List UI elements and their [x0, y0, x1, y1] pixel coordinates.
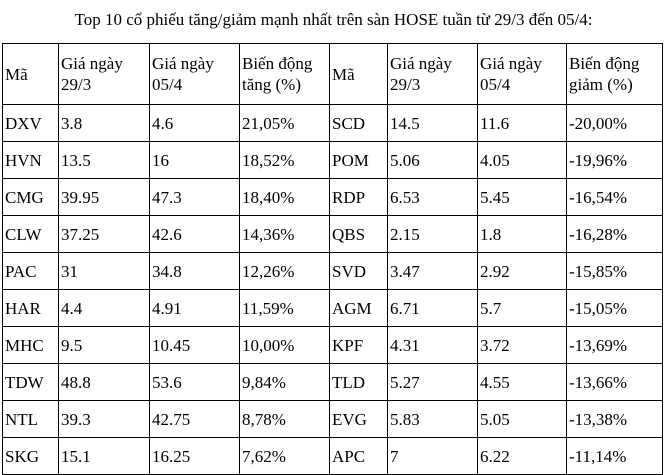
table-row [3, 290, 663, 327]
table-row [3, 401, 663, 438]
gainer-change: 12,26% [240, 253, 330, 290]
gainer-change: 7,62% [240, 438, 330, 475]
gainer-code: HVN [3, 142, 59, 179]
loser-change: -20,00% [567, 105, 663, 142]
gainer-price-start: 15.1 [59, 438, 150, 475]
gainer-price-start: 3.8 [59, 105, 150, 142]
gainer-price-start: 9.5 [59, 327, 150, 364]
loser-code: RDP [330, 179, 388, 216]
loser-price-start: 2.15 [388, 216, 478, 253]
gainer-price-start: 39.3 [59, 401, 150, 438]
header-text-line: 29/3 [61, 75, 92, 94]
loser-price-start: 14.5 [388, 105, 478, 142]
header-text-line: Giá ngày [480, 54, 542, 73]
loser-price-start: 5.83 [388, 401, 478, 438]
gainer-price-end: 42.6 [150, 216, 240, 253]
gainer-price-start: 39.95 [59, 179, 150, 216]
header-text-line: 05/4 [152, 75, 183, 94]
table-header-row [3, 44, 663, 105]
table-row [3, 216, 663, 253]
gainer-change: 9,84% [240, 364, 330, 401]
gainer-code: CLW [3, 216, 59, 253]
header-text-line: Giá ngày [61, 54, 123, 73]
loser-price-start: 3.47 [388, 253, 478, 290]
gainer-price-end: 4.6 [150, 105, 240, 142]
loser-price-start: 7 [388, 438, 478, 475]
loser-code: APC [330, 438, 388, 475]
header-price-start-gainers [59, 44, 150, 105]
header-price-end-gainers [150, 44, 240, 105]
table-row [3, 105, 663, 142]
loser-code: EVG [330, 401, 388, 438]
table-row [3, 142, 663, 179]
gainer-code: SKG [3, 438, 59, 475]
loser-price-start: 6.71 [388, 290, 478, 327]
table-row [3, 438, 663, 475]
loser-price-end: 6.22 [478, 438, 567, 475]
table-row [3, 253, 663, 290]
loser-code: TLD [330, 364, 388, 401]
loser-change: -11,14% [567, 438, 663, 475]
gainer-change: 8,78% [240, 401, 330, 438]
loser-price-end: 5.7 [478, 290, 567, 327]
table-body [3, 44, 663, 475]
loser-price-start: 4.31 [388, 327, 478, 364]
document-title: Top 10 cổ phiếu tăng/giảm mạnh nhất trên sàn HOSE tuần từ 29/3 đến 05/4: [74, 10, 593, 29]
loser-price-end: 4.55 [478, 364, 567, 401]
loser-code: QBS [330, 216, 388, 253]
loser-price-start: 6.53 [388, 179, 478, 216]
gainer-change: 10,00% [240, 327, 330, 364]
loser-price-end: 5.05 [478, 401, 567, 438]
gainer-code: NTL [3, 401, 59, 438]
header-text-line: tăng (%) [242, 75, 302, 94]
header-price-start-losers [388, 44, 478, 105]
gainer-code: TDW [3, 364, 59, 401]
gainer-price-start: 31 [59, 253, 150, 290]
loser-code: SCD [330, 105, 388, 142]
loser-code: AGM [330, 290, 388, 327]
gainer-price-end: 42.75 [150, 401, 240, 438]
gainer-price-end: 34.8 [150, 253, 240, 290]
loser-price-end: 2.92 [478, 253, 567, 290]
gainer-price-start: 13.5 [59, 142, 150, 179]
header-code-gainers [3, 44, 59, 105]
gainer-price-end: 47.3 [150, 179, 240, 216]
header-text-line: 29/3 [390, 75, 421, 94]
header-text-line: Giá ngày [152, 54, 214, 73]
table-row [3, 179, 663, 216]
loser-code: KPF [330, 327, 388, 364]
table-row [3, 364, 663, 401]
gainer-change: 11,59% [240, 290, 330, 327]
gainer-price-end: 53.6 [150, 364, 240, 401]
loser-price-end: 4.05 [478, 142, 567, 179]
header-text-line: Giá ngày [390, 54, 452, 73]
gainer-code: CMG [3, 179, 59, 216]
header-change-gainers [240, 44, 330, 105]
gainer-price-end: 4.91 [150, 290, 240, 327]
gainer-code: DXV [3, 105, 59, 142]
header-text-line: Biến động [242, 54, 313, 73]
loser-change: -19,96% [567, 142, 663, 179]
loser-change: -13,38% [567, 401, 663, 438]
loser-price-end: 5.45 [478, 179, 567, 216]
gainer-price-start: 4.4 [59, 290, 150, 327]
gainer-price-start: 48.8 [59, 364, 150, 401]
gainer-change: 21,05% [240, 105, 330, 142]
gainer-code: HAR [3, 290, 59, 327]
gainer-code: MHC [3, 327, 59, 364]
loser-code: SVD [330, 253, 388, 290]
header-change-losers [567, 44, 663, 105]
header-text-line: 05/4 [480, 75, 511, 94]
gainer-price-end: 16 [150, 142, 240, 179]
loser-price-end: 11.6 [478, 105, 567, 142]
gainer-price-end: 10.45 [150, 327, 240, 364]
loser-change: -13,66% [567, 364, 663, 401]
gainer-change: 18,40% [240, 179, 330, 216]
stock-movers-table [2, 43, 663, 475]
header-code-losers [330, 44, 388, 105]
header-text-line: Biến động [569, 54, 640, 73]
loser-price-end: 1.8 [478, 216, 567, 253]
header-text-line: giảm (%) [569, 75, 633, 94]
header-price-end-losers [478, 44, 567, 105]
gainer-price-end: 16.25 [150, 438, 240, 475]
gainer-change: 18,52% [240, 142, 330, 179]
table-row [3, 327, 663, 364]
header-text-line: Mã [332, 64, 355, 84]
gainer-code: PAC [3, 253, 59, 290]
gainer-price-start: 37.25 [59, 216, 150, 253]
gainer-change: 14,36% [240, 216, 330, 253]
loser-change: -16,54% [567, 179, 663, 216]
loser-change: -15,85% [567, 253, 663, 290]
loser-change: -16,28% [567, 216, 663, 253]
loser-price-start: 5.06 [388, 142, 478, 179]
loser-price-start: 5.27 [388, 364, 478, 401]
loser-change: -13,69% [567, 327, 663, 364]
loser-code: POM [330, 142, 388, 179]
loser-price-end: 3.72 [478, 327, 567, 364]
header-text-line: Mã [5, 64, 28, 84]
loser-change: -15,05% [567, 290, 663, 327]
